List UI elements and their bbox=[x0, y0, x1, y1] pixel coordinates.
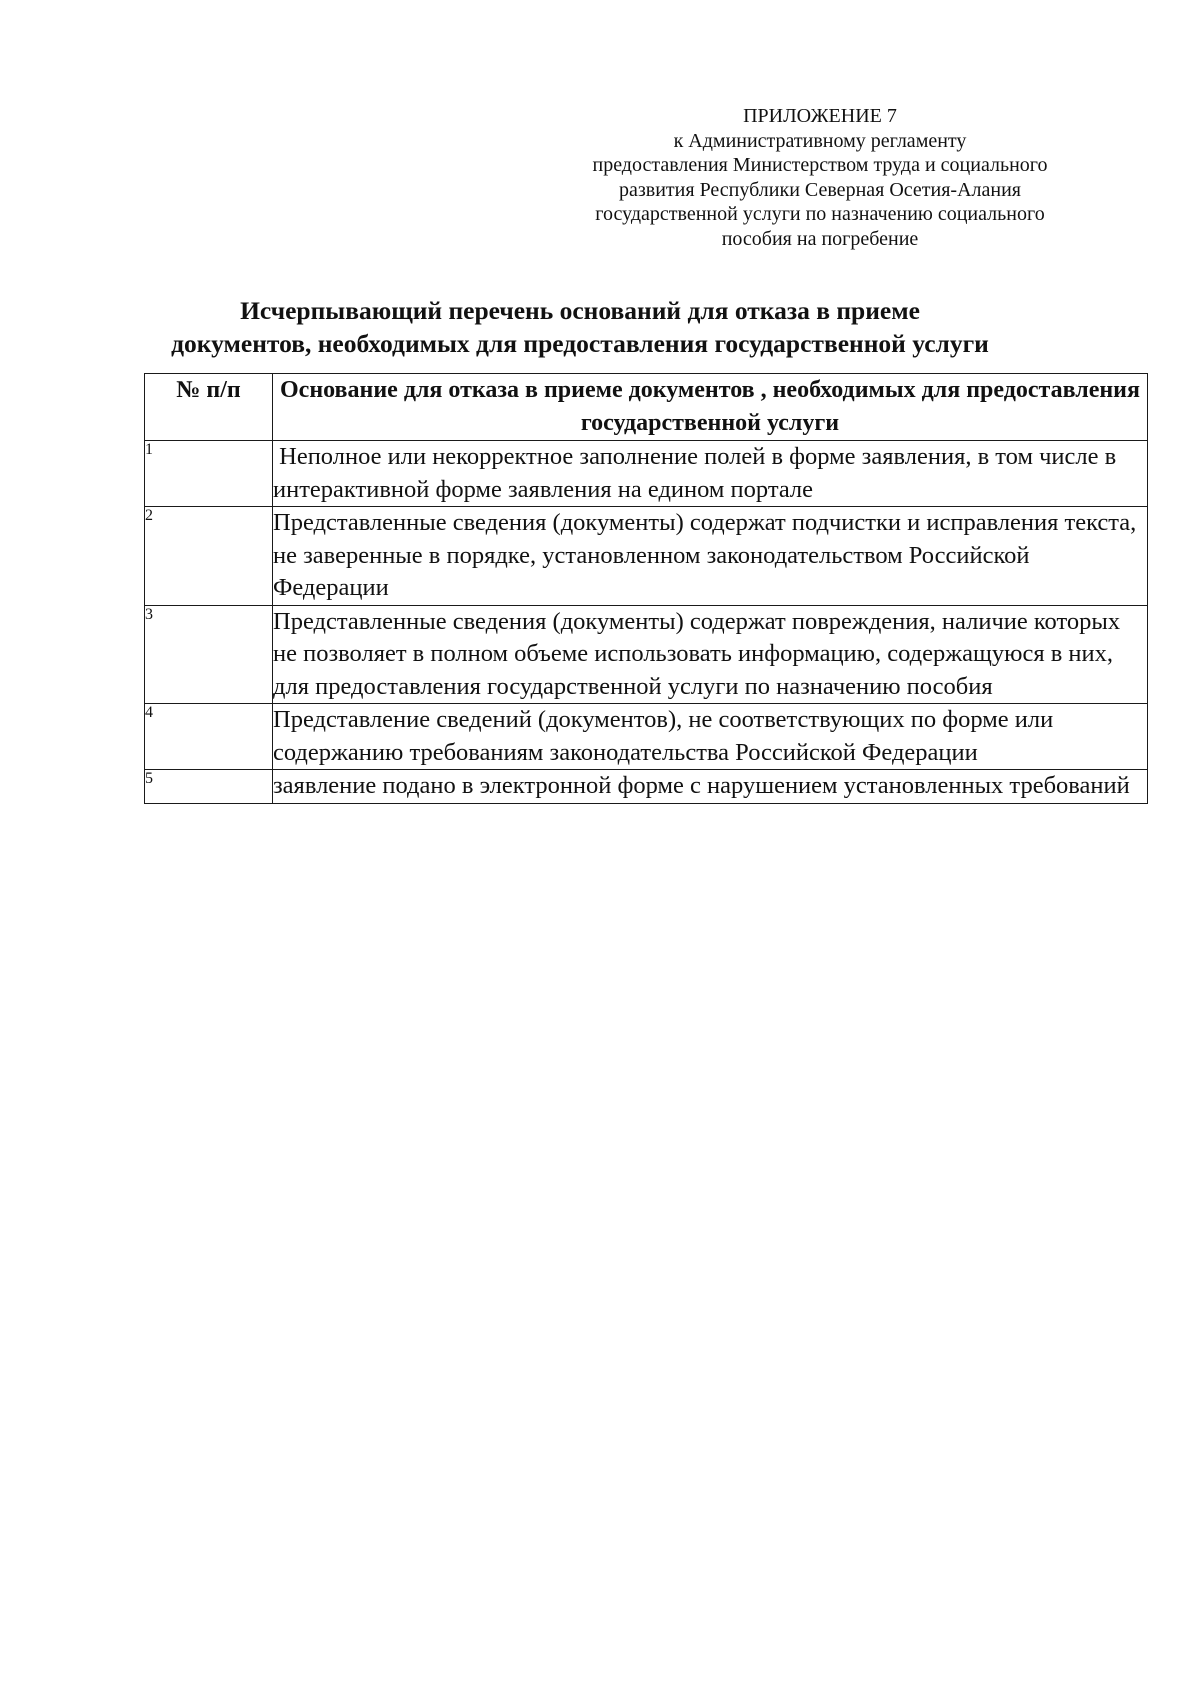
column-header-number: № п/п bbox=[145, 374, 273, 441]
document-title-line: документов, необходимых для предоставления государственной услуги bbox=[171, 329, 989, 358]
appendix-line: предоставления Министерством труда и социального bbox=[592, 154, 1048, 176]
appendix-line: к Административному регламенту bbox=[673, 129, 967, 152]
table-row bbox=[145, 507, 1148, 606]
table-row bbox=[145, 605, 1148, 704]
appendix-line: государственной услуги по назначению социального bbox=[595, 203, 1045, 225]
appendix-header bbox=[540, 104, 1100, 251]
row-number: 1 bbox=[145, 441, 273, 507]
appendix-line: ПРИЛОЖЕНИЕ 7 bbox=[743, 105, 897, 127]
refusal-reasons-table bbox=[144, 373, 1148, 804]
column-header-reason: Основание для отказа в приеме документов , необходимых для предоставления государственной услуги bbox=[273, 374, 1148, 441]
row-number: 5 bbox=[145, 770, 273, 804]
appendix-line: пособия на погребение bbox=[721, 227, 919, 250]
row-reason: Представление сведений (документов), не соответствующих по форме или содержанию требованиям законодательства Российской Федерации bbox=[273, 704, 1148, 770]
row-number: 3 bbox=[145, 605, 273, 704]
row-reason: Представленные сведения (документы) содержат подчистки и исправления текста, не заверенные в порядке, установленном законодательством Российской Федерации bbox=[273, 507, 1148, 606]
row-reason: Неполное или некорректное заполнение полей в форме заявления, в том числе в интерактивной форме заявления на едином портале bbox=[273, 441, 1148, 507]
row-reason: Представленные сведения (документы) содержат повреждения, наличие которых не позволяет в полном объеме использовать информацию, содержащуюся в них, для предоставления государственной услуги по назначению пособия bbox=[273, 605, 1148, 704]
row-number: 4 bbox=[145, 704, 273, 770]
document-title-line: Исчерпывающий перечень оснований для отказа в приеме bbox=[240, 296, 920, 325]
document-title bbox=[120, 294, 1040, 360]
appendix-line: развития Республики Северная Осетия-Алания bbox=[619, 178, 1021, 201]
row-reason: заявление подано в электронной форме с нарушением установленных требований bbox=[273, 770, 1148, 804]
table-row bbox=[145, 704, 1148, 770]
row-number: 2 bbox=[145, 507, 273, 606]
table-row bbox=[145, 770, 1148, 804]
table-header-row bbox=[145, 374, 1148, 441]
table-row bbox=[145, 441, 1148, 507]
